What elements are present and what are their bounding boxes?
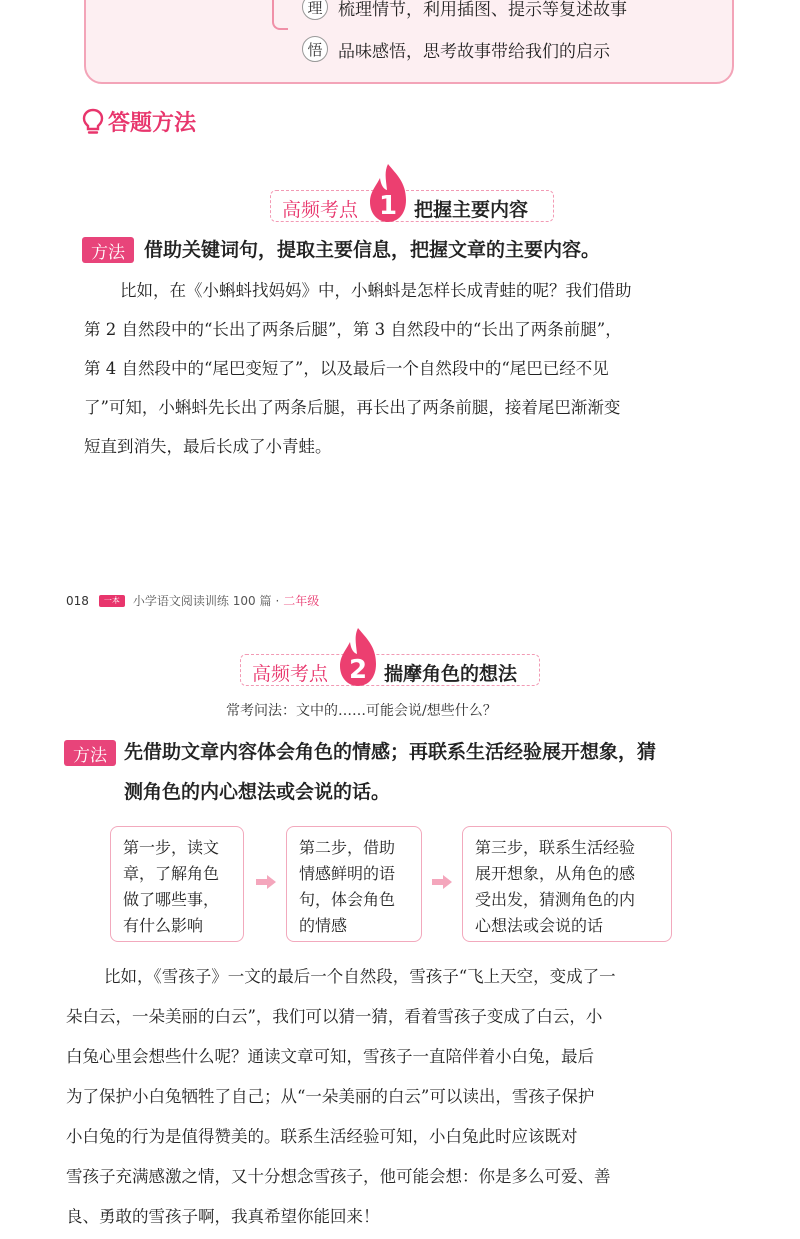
method-tag: 方法 — [82, 237, 134, 263]
footer-separator: · — [275, 593, 280, 608]
page-footer — [66, 592, 319, 609]
circle-char: 悟 — [302, 36, 328, 62]
section-header — [82, 106, 196, 137]
paragraph-line: 比如，在《小蝌蚪找妈妈》中，小蝌蚪是怎样长成青蛙的呢？我们借助 — [120, 281, 632, 300]
summary-row-text: 品味感悟，思考故事带给我们的启示 — [338, 41, 610, 62]
step-line: 展开想象，从角色的感 — [475, 864, 636, 883]
paragraph-line: 白兔心里会想些什么呢？通读文章可知，雪孩子一直陪伴着小白兔，最后 — [66, 1047, 594, 1066]
badge-number: 1 — [378, 191, 398, 221]
summary-row — [302, 0, 627, 20]
method-tag: 方法 — [64, 740, 116, 766]
branch-line — [272, 0, 288, 30]
paragraph-line: 朵白云，一朵美丽的白云”，我们可以猜一猜，看着雪孩子变成了白云，小 — [66, 1007, 603, 1026]
step-line: 的情感 — [299, 916, 348, 935]
paragraph-line: 小白兔的行为是值得赞美的。联系生活经验可知，小白兔此时应该既对 — [66, 1127, 578, 1146]
paragraph-line: 第 4 自然段中的“尾巴变短了”，以及最后一个自然段中的“尾巴已经不见 — [84, 359, 609, 378]
step-box — [110, 826, 244, 942]
paragraph-line: 雪孩子充满感激之情，又十分想念雪孩子，他可能会想：你是多么可爱、善 — [66, 1167, 611, 1186]
paragraph-line: 短直到消失，最后长成了小青蛙。 — [84, 437, 332, 456]
step-line: 第一步，读文 — [123, 838, 220, 857]
arrow-right-icon — [256, 875, 276, 889]
summary-row — [302, 36, 610, 62]
step-line: 做了哪些事， — [123, 890, 220, 909]
step-line: 句，体会角色 — [299, 890, 396, 909]
step-line: 情感鲜明的语 — [299, 864, 396, 883]
flame-icon — [336, 626, 380, 690]
summary-box — [84, 0, 734, 84]
step-line: 章，了解角色 — [123, 864, 220, 883]
arrow-right-icon — [432, 875, 452, 889]
key-point-badge — [270, 180, 554, 221]
step-box — [286, 826, 422, 942]
method-text: 测角色的内心想法或会说的话。 — [124, 781, 391, 803]
method-text: 借助关键词句，提取主要信息，把握文章的主要内容。 — [144, 239, 601, 261]
method-text: 先借助文章内容体会角色的情感；再联系生活经验展开想象，猜 — [124, 741, 657, 763]
step-line: 心想法或会说的话 — [475, 916, 604, 935]
step-line: 受出发，猜测角色的内 — [475, 890, 636, 909]
paragraph-line: 为了保护小白兔牺牲了自己；从“一朵美丽的白云”可以读出，雪孩子保护 — [66, 1087, 595, 1106]
step-line: 第三步，联系生活经验 — [475, 838, 636, 857]
circle-char: 理 — [302, 0, 328, 20]
summary-row-text: 梳理情节，利用插图、提示等复述故事 — [338, 0, 627, 20]
paragraph-line: 比如，《雪孩子》一文的最后一个自然段，雪孩子“飞上天空，变成了一 — [104, 967, 616, 986]
badge-label: 高频考点 — [252, 663, 329, 685]
badge-topic: 揣摩角色的想法 — [384, 663, 518, 685]
page-number: 018 — [66, 593, 89, 608]
lightbulb-icon — [82, 108, 104, 136]
badge-topic: 把握主要内容 — [414, 199, 529, 221]
section-title: 答题方法 — [108, 111, 197, 136]
paragraph-line: 了”可知，小蝌蚪先长出了两条后腿，再长出了两条前腿，接着尾巴渐渐变 — [84, 398, 621, 417]
flame-icon — [366, 162, 410, 226]
step-line: 第二步，借助 — [299, 838, 396, 857]
grade-label: 二年级 — [283, 594, 320, 608]
paragraph-line: 良、勇敢的雪孩子啊，我真希望你能回来！ — [66, 1207, 380, 1226]
paragraph-line: 第 2 自然段中的“长出了两条后腿”，第 3 自然段中的“长出了两条前腿”， — [84, 320, 622, 339]
series-title: 小学语文阅读训练 100 篇 — [132, 594, 272, 608]
badge-number: 2 — [348, 655, 368, 685]
badge-label: 高频考点 — [282, 199, 359, 221]
question-hint: 常考问法：文中的……可能会说/想些什么？ — [226, 703, 497, 719]
step-box — [462, 826, 672, 942]
step-line: 有什么影响 — [123, 916, 204, 935]
key-point-badge — [240, 644, 540, 685]
brand-logo: 一本 — [99, 595, 125, 607]
